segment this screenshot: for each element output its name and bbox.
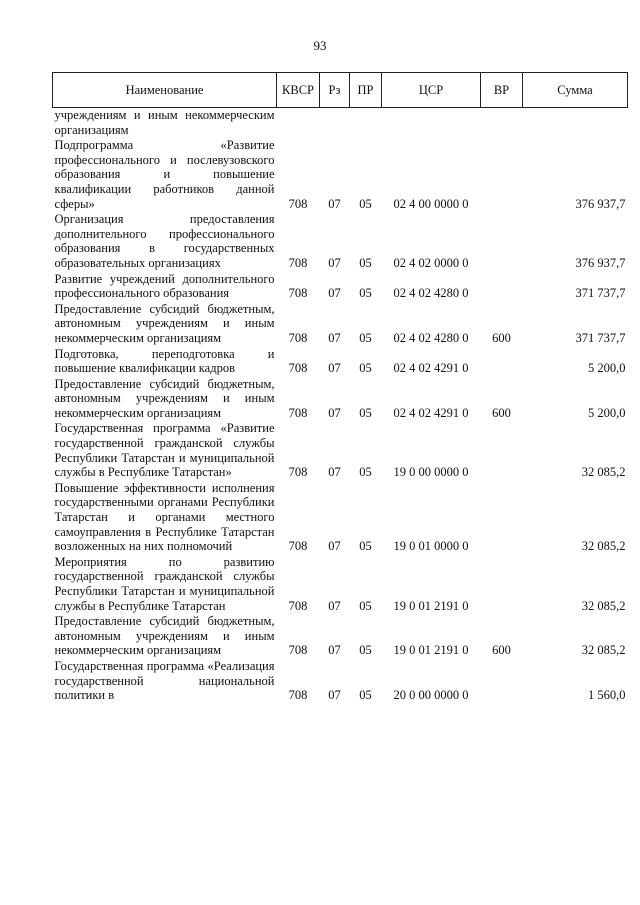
row-vr — [481, 212, 523, 271]
row-rz: 07 — [328, 361, 341, 376]
row-vr — [481, 421, 523, 480]
row-sum: 371 737,7 — [575, 330, 626, 345]
header-rz: Рз — [320, 73, 350, 108]
row-rz: 07 — [328, 286, 341, 301]
row-pr: 05 — [359, 465, 372, 480]
header-sum: Сумма — [523, 73, 628, 108]
table-row — [53, 481, 628, 555]
row-name: Предоставление субсидий бюджетным, автономным учреждениям и иным некоммерческим организациям — [54, 376, 275, 420]
budget-table — [52, 72, 628, 704]
table-row — [53, 302, 628, 347]
table-row — [53, 272, 628, 302]
row-vr: 600 — [492, 330, 511, 345]
row-csr — [382, 108, 481, 139]
row-csr: 02 4 02 4280 0 — [393, 286, 469, 301]
row-vr: 600 — [492, 643, 511, 658]
row-kvsr: 708 — [288, 286, 308, 301]
row-vr — [481, 138, 523, 212]
row-csr: 02 4 02 4291 0 — [393, 405, 469, 420]
row-kvsr: 708 — [288, 196, 308, 211]
row-csr: 02 4 02 0000 0 — [393, 255, 469, 270]
row-vr — [481, 659, 523, 704]
row-kvsr — [277, 108, 320, 139]
row-kvsr: 708 — [288, 643, 308, 658]
row-vr — [481, 481, 523, 555]
row-pr: 05 — [359, 330, 372, 345]
table-row — [53, 212, 628, 271]
row-csr: 19 0 00 0000 0 — [393, 465, 469, 480]
row-csr: 02 4 02 4280 0 — [393, 330, 469, 345]
row-kvsr: 708 — [288, 598, 308, 613]
row-sum: 5 200,0 — [588, 361, 626, 376]
row-rz: 07 — [328, 465, 341, 480]
row-csr: 02 4 02 4291 0 — [393, 361, 469, 376]
row-rz: 07 — [328, 598, 341, 613]
table-row — [53, 555, 628, 614]
row-pr: 05 — [359, 688, 372, 703]
row-pr — [350, 108, 382, 139]
header-name: Наименование — [53, 73, 277, 108]
table-row — [53, 377, 628, 422]
row-kvsr: 708 — [288, 255, 308, 270]
row-name: Предоставление субсидий бюджетным, автономным учреждениям и иным некоммерческим организациям — [54, 614, 275, 658]
table-row — [53, 614, 628, 659]
table-row — [53, 659, 628, 704]
row-vr — [481, 272, 523, 302]
row-name: Государственная программа «Реализация государственной национальной политики в — [54, 658, 275, 703]
row-name: Предоставление субсидий бюджетным, автономным учреждениям и иным некоммерческим организациям — [54, 301, 275, 345]
row-kvsr: 708 — [288, 465, 308, 480]
page-number: 93 — [313, 38, 327, 53]
header-pr: ПР — [350, 73, 382, 108]
row-pr: 05 — [359, 405, 372, 420]
table-row — [53, 108, 628, 139]
table-row — [53, 138, 628, 212]
row-vr — [481, 347, 523, 377]
row-kvsr: 708 — [288, 361, 308, 376]
row-pr: 05 — [359, 196, 372, 211]
table-row — [53, 347, 628, 377]
row-csr: 19 0 01 0000 0 — [393, 539, 469, 554]
row-sum: 32 085,2 — [581, 465, 626, 480]
header-kvsr: КВСР — [277, 73, 320, 108]
row-sum: 371 737,7 — [575, 286, 626, 301]
row-name: Подпрограмма «Развитие профессионального и послевузовского образования и повышение квалификации работников данной сферы» — [54, 138, 275, 211]
row-sum: 1 560,0 — [588, 688, 626, 703]
row-sum: 376 937,7 — [575, 196, 626, 211]
header-vr: ВР — [481, 73, 523, 108]
row-vr — [481, 555, 523, 614]
row-rz: 07 — [328, 405, 341, 420]
row-sum: 376 937,7 — [575, 255, 626, 270]
row-name: Развитие учреждений дополнительного профессионального образования — [54, 271, 275, 301]
row-rz — [320, 108, 350, 139]
table-header-row — [53, 73, 628, 108]
row-kvsr: 708 — [288, 688, 308, 703]
row-sum: 32 085,2 — [581, 643, 626, 658]
row-rz: 07 — [328, 196, 341, 211]
row-vr: 600 — [492, 405, 511, 420]
row-rz: 07 — [328, 330, 341, 345]
row-rz: 07 — [328, 643, 341, 658]
row-vr — [481, 108, 523, 139]
row-sum: 5 200,0 — [588, 405, 626, 420]
row-pr: 05 — [359, 643, 372, 658]
row-name: Организация предоставления дополнительного профессионального образования в государственных образовательных организациях — [54, 212, 275, 270]
table-body — [53, 108, 628, 704]
row-name: Мероприятия по развитию государственной гражданской службы Республики Татарстан и муниципальной службы в Республике Татарстан — [54, 554, 275, 613]
row-sum: 32 085,2 — [581, 539, 626, 554]
row-name: Подготовка, переподготовка и повышение квалификации кадров — [54, 346, 275, 376]
row-sum — [523, 108, 628, 139]
table-row — [53, 421, 628, 480]
header-csr: ЦСР — [382, 73, 481, 108]
row-csr: 20 0 00 0000 0 — [393, 688, 469, 703]
row-rz: 07 — [328, 255, 341, 270]
row-kvsr: 708 — [288, 330, 308, 345]
row-pr: 05 — [359, 539, 372, 554]
row-pr: 05 — [359, 361, 372, 376]
row-rz: 07 — [328, 539, 341, 554]
row-pr: 05 — [359, 286, 372, 301]
row-name: учреждениям и иным некоммерческим организациям — [54, 108, 275, 137]
row-kvsr: 708 — [288, 539, 308, 554]
row-sum: 32 085,2 — [581, 598, 626, 613]
row-rz: 07 — [328, 688, 341, 703]
row-pr: 05 — [359, 598, 372, 613]
row-kvsr: 708 — [288, 405, 308, 420]
row-name: Государственная программа «Развитие государственной гражданской службы Республики Татарстан и муниципальной службы в Республике Татарстан» — [54, 421, 275, 480]
row-name: Повышение эффективности исполнения государственными органами Республики Татарстан и органами местного самоуправления в Республике Татарстан возложенных на них полномочий — [54, 480, 275, 554]
row-csr: 02 4 00 0000 0 — [393, 196, 469, 211]
row-csr: 19 0 01 2191 0 — [393, 598, 469, 613]
row-pr: 05 — [359, 255, 372, 270]
row-csr: 19 0 01 2191 0 — [393, 643, 469, 658]
